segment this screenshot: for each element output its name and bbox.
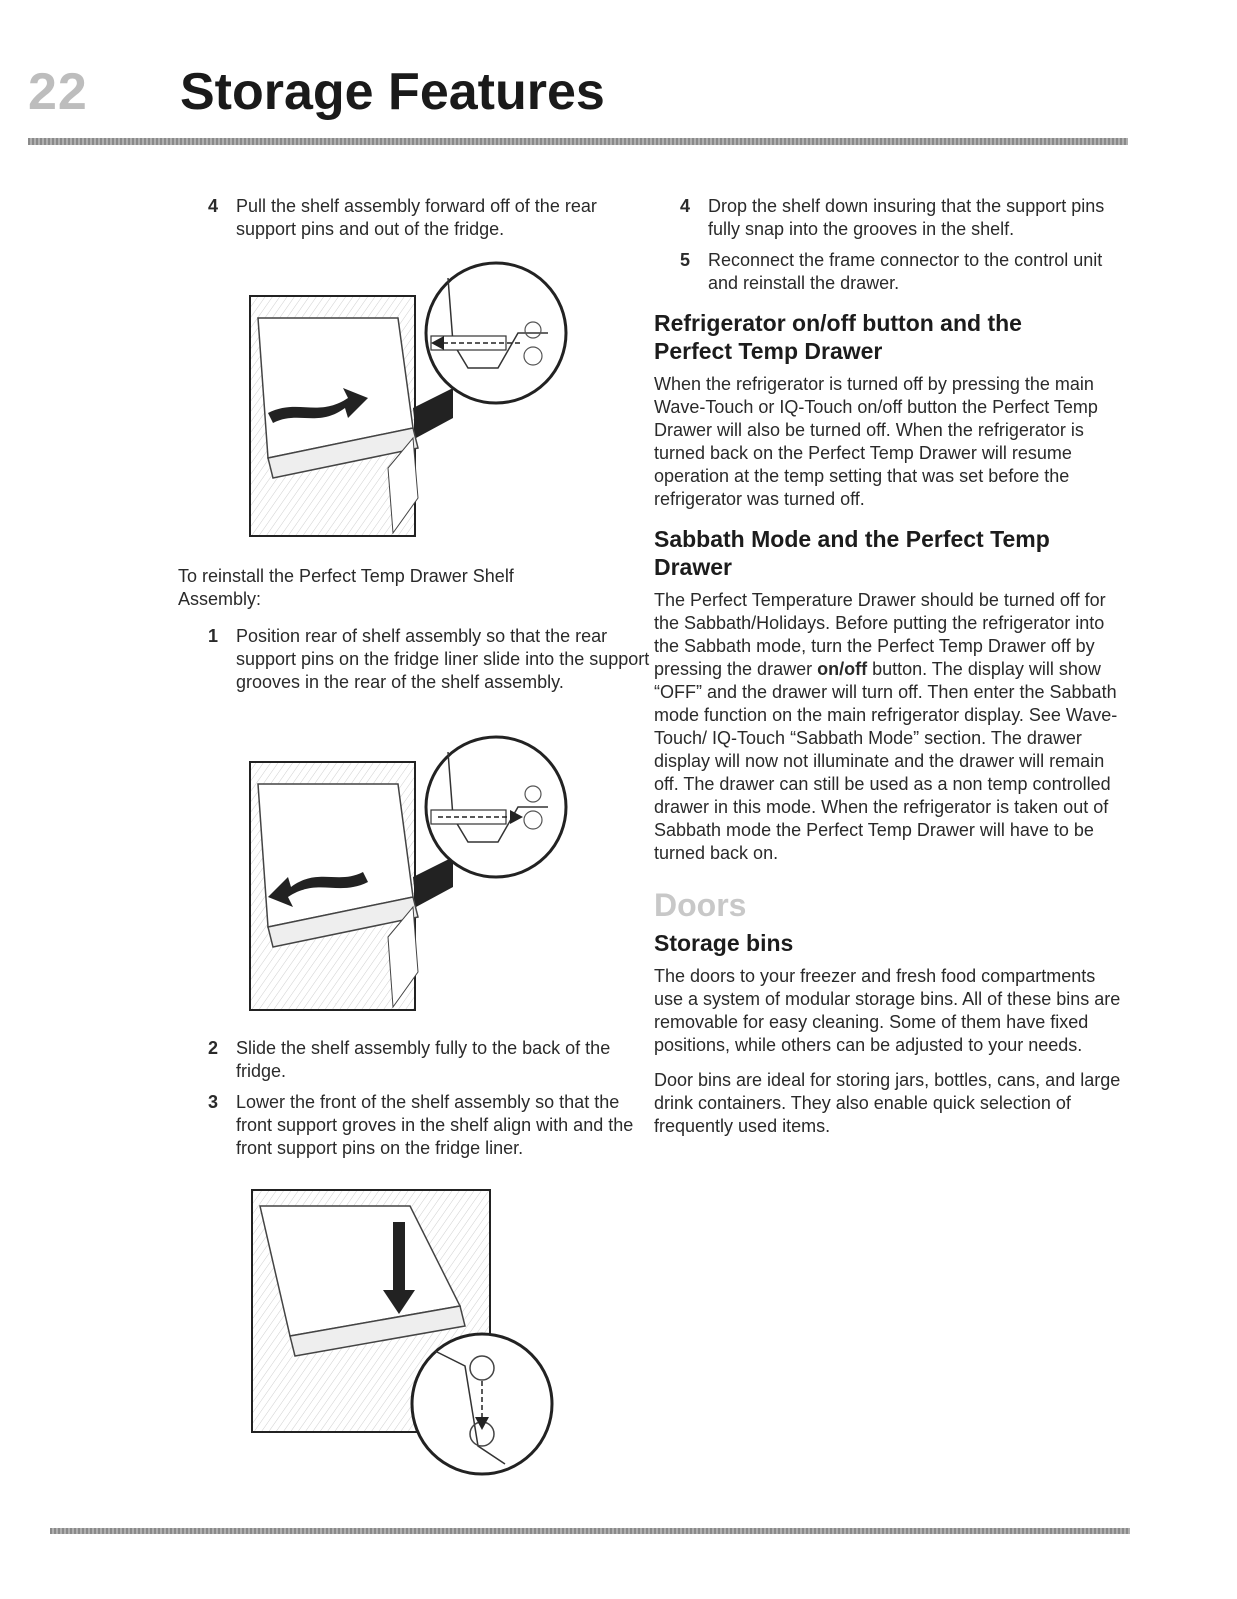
step-text: Position rear of shelf assembly so that the rear support pins on the fridge liner slide into the support grooves in the rear of the shelf assembly.	[236, 626, 650, 692]
figure-shelf-drop-down	[250, 1186, 560, 1476]
left-column	[180, 195, 650, 249]
sabbath-paragraph	[654, 589, 1128, 865]
page-number: 22	[28, 63, 88, 121]
sabbath-text-bold: on/off	[817, 659, 868, 679]
heading-doors: Doors	[654, 887, 747, 923]
left-column-bottom	[180, 1037, 650, 1168]
header-divider	[28, 138, 1128, 145]
left-column-lower	[180, 565, 650, 702]
step-text: Lower the front of the shelf assembly so that the front support groves in the shelf align with and the front support pins on the fridge liner.	[236, 1092, 634, 1158]
step-4-drop-shelf	[668, 195, 1128, 241]
heading-storage-bins: Storage bins	[654, 930, 794, 956]
heading-sabbath-mode: Sabbath Mode and the Perfect Temp Drawer	[654, 526, 1050, 580]
step-number: 1	[208, 626, 219, 646]
sabbath-text-a: The Perfect Temperature Drawer should be turned off for the Sabbath/Holidays. Before putting the refrigerator into the Sabbath mode, turn the Perfect Temp Drawer off by pressing the drawer	[654, 590, 1106, 679]
step-text: Slide the shelf assembly fully to the back of the fridge.	[236, 1038, 611, 1081]
onoff-paragraph: When the refrigerator is turned off by pressing the main Wave-Touch or IQ-Touch on/off button the Perfect Temp Drawer will also be turned off. When the refrigerator is turned back on the Perfect Temp Drawer will resume operation at the temp setting that was set before the refrigerator was turned off.	[654, 374, 1098, 509]
storage-paragraph-1: The doors to your freezer and fresh food compartments use a system of modular storage bins. All of these bins are removable for easy cleaning. Some of them have fixed positions, while others can be adjusted to your needs.	[654, 966, 1121, 1055]
step-text: Reconnect the frame connector to the control unit and reinstall the drawer.	[708, 250, 1103, 293]
step-text: Drop the shelf down insuring that the support pins fully snap into the grooves in the shelf.	[708, 196, 1105, 239]
step-number: 4	[208, 196, 219, 216]
page-title: Storage Features	[180, 63, 605, 121]
step-text: Pull the shelf assembly forward off of the rear support pins and out of the fridge.	[236, 196, 597, 239]
sabbath-text-b: button. The display will show “OFF” and the drawer will turn off. Then enter the Sabbath mode function on the main refrigerator display. See Wave-Touch/ IQ-Touch “Sabbath Mode” section. The drawer display will now not illuminate and the drawer will remain off. The drawer can still be used as a non temp controlled drawer in this mode. When the refrigerator is taken out of Sabbath mode the Perfect Temp Drawer will have to be turned back on.	[654, 659, 1118, 863]
step-4-pull-shelf	[180, 195, 650, 241]
heading-onoff-button: Refrigerator on/off button and the Perfect Temp Drawer	[654, 310, 1022, 364]
step-5-reconnect	[668, 249, 1128, 295]
step-number: 3	[208, 1092, 219, 1112]
storage-paragraph-2: Door bins are ideal for storing jars, bottles, cans, and large drink containers. They also enable quick selection of frequently used items.	[654, 1070, 1121, 1136]
figure-shelf-remove	[248, 258, 568, 540]
right-column	[654, 195, 1128, 1146]
reinstall-intro: To reinstall the Perfect Temp Drawer Shelf Assembly:	[178, 566, 514, 609]
step-3-lower-shelf	[180, 1091, 650, 1160]
step-number: 5	[680, 250, 691, 270]
step-number: 2	[208, 1038, 219, 1058]
step-2-slide-shelf	[180, 1037, 650, 1083]
step-number: 4	[680, 196, 691, 216]
figure-shelf-slide-back	[248, 732, 568, 1014]
step-1-position-shelf	[180, 625, 650, 694]
footer-divider	[50, 1528, 1130, 1534]
